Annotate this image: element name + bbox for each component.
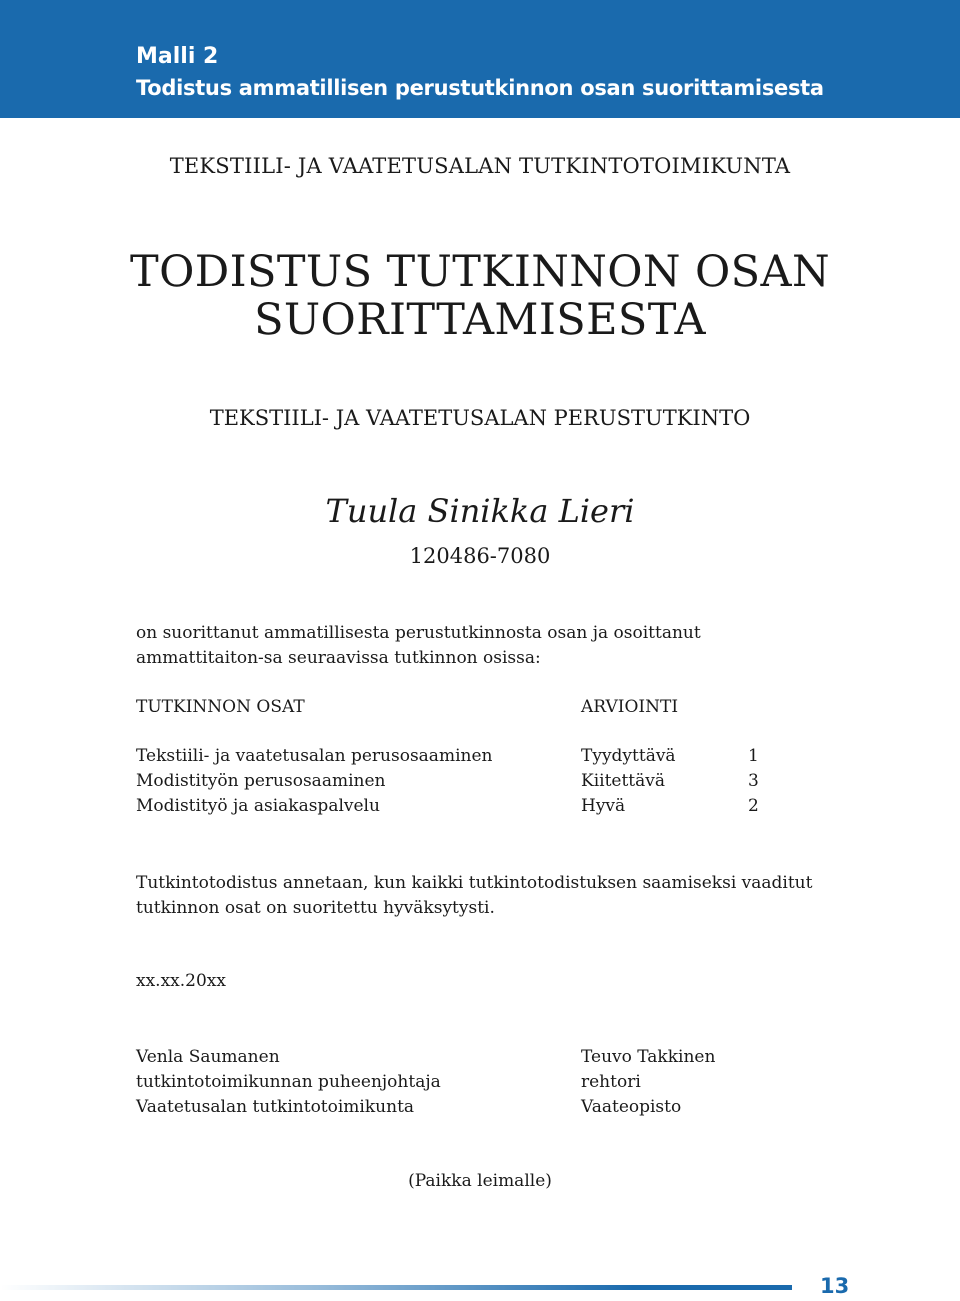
organization-heading: TEKSTIILI- JA VAATETUSALAN TUTKINTOTOIMIKUNTA [169,154,791,178]
footer-accent-line [0,1285,792,1290]
certificate-title-line2: SUORITTAMISESTA [254,295,706,345]
person-name: Tuula Sinikka Lieri [325,492,635,530]
results-table [136,744,816,819]
header-banner [0,0,960,118]
certificate-title-line1: TODISTUS TUTKINNON OSAN [130,247,830,297]
signer-role: tutkintotoimikunnan puheenjohtaja [136,1072,441,1092]
row-part: Modistityö ja asiakaspalvelu [136,796,380,816]
column-header-parts: TUTKINNON OSAT [136,697,305,717]
row-grade: 2 [748,796,759,816]
person-id: 120486-7080 [409,544,551,568]
completion-statement: on suorittanut ammatillisesta perustutkinnosta osan ja osoittanut ammattitaiton-sa seuraavissa tutkinnon osissa: [136,623,701,668]
table-row [136,769,816,794]
issue-date: xx.xx.20xx [136,971,226,991]
model-label: Malli 2 [136,44,219,69]
signer-organization: Vaatetusalan tutkintotoimikunta [136,1097,415,1117]
certificate-note: Tutkintotodistus annetaan, kun kaikki tutkintotodistuksen saamiseksi vaaditut tutkinnon osat on suoritettu hyväksytysti. [136,873,813,918]
row-evaluation: Tyydyttävä [581,746,676,766]
signer-name: Venla Saumanen [136,1047,280,1067]
row-grade: 3 [748,771,759,791]
table-row [136,744,816,769]
row-part: Tekstiili- ja vaatetusalan perusosaaminen [136,746,493,766]
degree-name: TEKSTIILI- JA VAATETUSALAN PERUSTUTKINTO [209,406,751,430]
row-evaluation: Hyvä [581,796,626,816]
table-row [136,794,816,819]
signature-block-left [136,1045,441,1120]
page-number: 13 [820,1274,850,1298]
signer-name: Teuvo Takkinen [581,1047,716,1067]
column-header-evaluation: ARVIOINTI [581,697,679,717]
row-part: Modistityön perusosaaminen [136,771,386,791]
certificate-title [0,248,960,344]
header-subtitle: Todistus ammatillisen perustutkinnon osan suorittamisesta [136,76,824,100]
signature-block-right [581,1045,715,1120]
row-grade: 1 [748,746,759,766]
stamp-placeholder: (Paikka leimalle) [408,1171,552,1191]
signer-role: rehtori [581,1072,641,1092]
signer-organization: Vaateopisto [581,1097,682,1117]
row-evaluation: Kiitettävä [581,771,666,791]
